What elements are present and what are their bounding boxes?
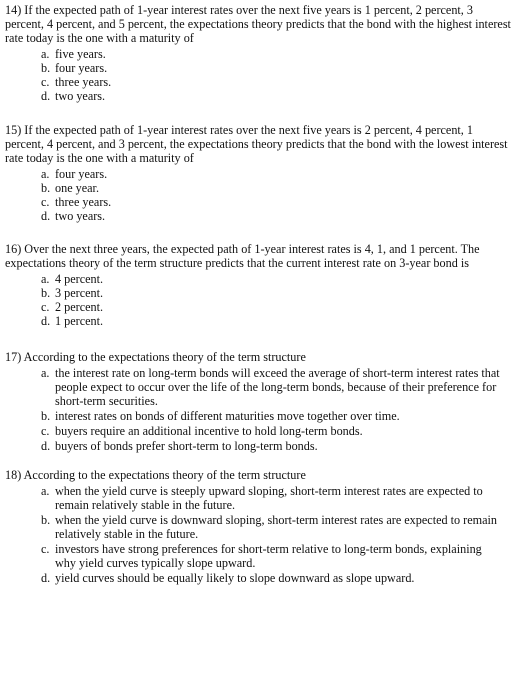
options-list xyxy=(5,47,511,103)
option-text: 4 percent. xyxy=(55,272,104,286)
option-text: when the yield curve is steeply upward sloping, short-term interest rates are expected to remain relatively stable in the future. xyxy=(55,484,483,512)
option-letter: c. xyxy=(41,542,50,556)
options-list xyxy=(5,366,511,453)
option-text: when the yield curve is downward sloping, short-term interest rates are expected to remain relatively stable in the future. xyxy=(55,513,497,541)
option-text: interest rates on bonds of different maturities move together over time. xyxy=(55,409,400,423)
option-letter: b. xyxy=(41,61,51,75)
option-text: four years. xyxy=(55,167,108,181)
option-text: 2 percent. xyxy=(55,300,104,314)
option-d xyxy=(5,439,511,453)
option-d xyxy=(5,89,511,103)
option-letter: b. xyxy=(41,181,51,195)
question-text: 16) Over the next three years, the expected path of 1-year interest rates is 4, 1, and 1 percent. The expectations theory of the term structure predicts that the current interest rate on 3-year bond is xyxy=(5,242,480,270)
question-15 xyxy=(5,123,511,223)
option-c xyxy=(5,424,511,438)
question-18 xyxy=(5,468,511,586)
options-list xyxy=(5,272,511,328)
option-c xyxy=(5,542,511,570)
option-letter: b. xyxy=(41,513,51,527)
option-letter: a. xyxy=(41,167,50,181)
question-text: 18) According to the expectations theory of the term structure xyxy=(5,468,306,482)
option-letter: a. xyxy=(41,272,50,286)
question-17 xyxy=(5,350,511,454)
option-a xyxy=(5,47,511,61)
option-letter: c. xyxy=(41,424,50,438)
question-16 xyxy=(5,242,511,328)
option-text: two years. xyxy=(55,89,106,103)
option-letter: a. xyxy=(41,484,50,498)
option-letter: a. xyxy=(41,47,50,61)
option-b xyxy=(5,409,511,423)
option-text: three years. xyxy=(55,195,112,209)
option-text: yield curves should be equally likely to slope downward as slope upward. xyxy=(55,571,415,585)
option-text: investors have strong preferences for short-term relative to long-term bonds, explaining why yield curves typically slope upward. xyxy=(55,542,482,570)
question-text: 17) According to the expectations theory of the term structure xyxy=(5,350,306,364)
option-letter: d. xyxy=(41,314,51,328)
option-c xyxy=(5,75,511,89)
option-c xyxy=(5,195,511,209)
option-d xyxy=(5,209,511,223)
option-text: 1 percent. xyxy=(55,314,104,328)
option-a xyxy=(5,484,511,512)
option-letter: c. xyxy=(41,300,50,314)
option-text: buyers require an additional incentive to hold long-term bonds. xyxy=(55,424,363,438)
option-text: buyers of bonds prefer short-term to long-term bonds. xyxy=(55,439,318,453)
option-text: four years. xyxy=(55,61,108,75)
option-a xyxy=(5,272,511,286)
option-text: two years. xyxy=(55,209,106,223)
option-text: the interest rate on long-term bonds will exceed the average of short-term interest rates that people expect to occur over the life of the long-term bonds, because of their preference for short-term securities. xyxy=(55,366,500,408)
option-b xyxy=(5,181,511,195)
option-letter: b. xyxy=(41,286,51,300)
option-text: one year. xyxy=(55,181,99,195)
option-letter: c. xyxy=(41,75,50,89)
option-letter: d. xyxy=(41,89,51,103)
option-letter: a. xyxy=(41,366,50,380)
options-list xyxy=(5,167,511,223)
option-d xyxy=(5,314,511,328)
option-letter: c. xyxy=(41,195,50,209)
question-text: 15) If the expected path of 1-year interest rates over the next five years is 2 percent, 4 percent, 1 percent, 4 percent, and 3 percent, the expectations theory predicts that the bond with the lowest interest rate today is the one with a maturity of xyxy=(5,123,508,165)
option-c xyxy=(5,300,511,314)
question-14 xyxy=(5,3,511,103)
option-b xyxy=(5,286,511,300)
option-b xyxy=(5,61,511,75)
option-text: three years. xyxy=(55,75,112,89)
option-letter: d. xyxy=(41,209,51,223)
option-letter: d. xyxy=(41,571,51,585)
option-text: 3 percent. xyxy=(55,286,104,300)
option-letter: b. xyxy=(41,409,51,423)
option-letter: d. xyxy=(41,439,51,453)
option-b xyxy=(5,513,511,541)
question-text: 14) If the expected path of 1-year interest rates over the next five years is 1 percent, 2 percent, 3 percent, 4 percent, and 5 percent, the expectations theory predicts that the bond with the highest interest rate today is the one with a maturity of xyxy=(5,3,511,45)
option-d xyxy=(5,571,511,585)
option-text: five years. xyxy=(55,47,106,61)
option-a xyxy=(5,366,511,408)
option-a xyxy=(5,167,511,181)
options-list xyxy=(5,484,511,585)
